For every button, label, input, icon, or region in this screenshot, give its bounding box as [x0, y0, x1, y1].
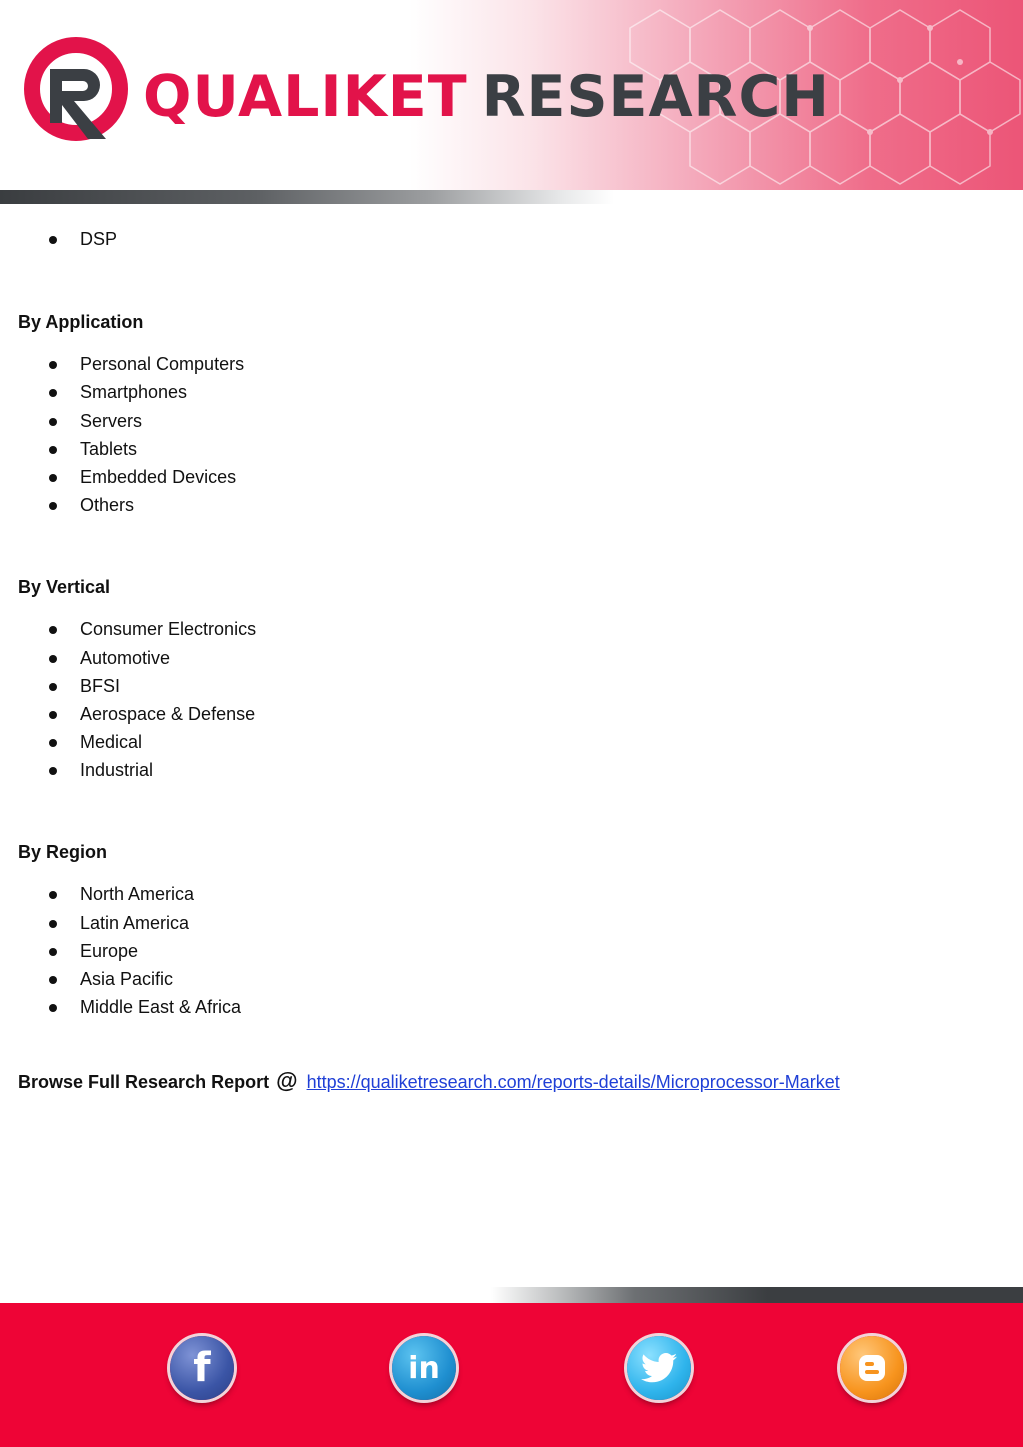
vertical-list [18, 615, 998, 784]
list-item: Aerospace & Defense [18, 700, 998, 728]
brand-word-research: RESEARCH [481, 64, 830, 130]
list-item: Tablets [18, 435, 998, 463]
list-item: Consumer Electronics [18, 615, 998, 643]
list-item: Embedded Devices [18, 463, 998, 491]
section-heading-application: By Application [18, 312, 144, 333]
list-item: Industrial [18, 756, 998, 784]
region-list [18, 880, 998, 1021]
page-header [0, 0, 1023, 190]
footer-divider [0, 1287, 1023, 1303]
list-item: Europe [18, 937, 998, 965]
report-content [18, 225, 998, 1021]
report-link[interactable]: https://qualiketresearch.com/reports-details/Microprocessor-Market [306, 1072, 840, 1092]
list-item: Smartphones [18, 378, 998, 406]
list-item: Others [18, 491, 998, 519]
twitter-bird-icon [641, 1353, 677, 1383]
list-item: Asia Pacific [18, 965, 998, 993]
blogger-icon[interactable] [840, 1336, 904, 1400]
twitter-icon[interactable] [627, 1336, 691, 1400]
list-item: Latin America [18, 909, 998, 937]
list-item: Medical [18, 728, 998, 756]
linkedin-icon[interactable]: in [392, 1336, 456, 1400]
brand-name [143, 62, 830, 132]
section-heading-region: By Region [18, 842, 108, 863]
list-item: Servers [18, 407, 998, 435]
application-list [18, 350, 998, 519]
list-item: Middle East & Africa [18, 993, 998, 1021]
blogger-b-icon [856, 1352, 888, 1384]
intro-list [18, 225, 998, 253]
list-item: Personal Computers [18, 350, 998, 378]
browse-report-line [18, 1068, 840, 1094]
list-item: BFSI [18, 672, 998, 700]
section-heading-vertical: By Vertical [18, 577, 111, 598]
list-item: North America [18, 880, 998, 908]
facebook-icon[interactable]: f [170, 1336, 234, 1400]
brand-word-qualiket: QUALIKET [143, 64, 468, 130]
list-item: Automotive [18, 644, 998, 672]
browse-label: Browse Full Research Report [18, 1072, 270, 1092]
header-divider [0, 190, 1023, 204]
at-symbol: @ [276, 1068, 298, 1093]
qualiket-logo-icon [22, 35, 134, 147]
list-item: DSP [18, 225, 998, 253]
